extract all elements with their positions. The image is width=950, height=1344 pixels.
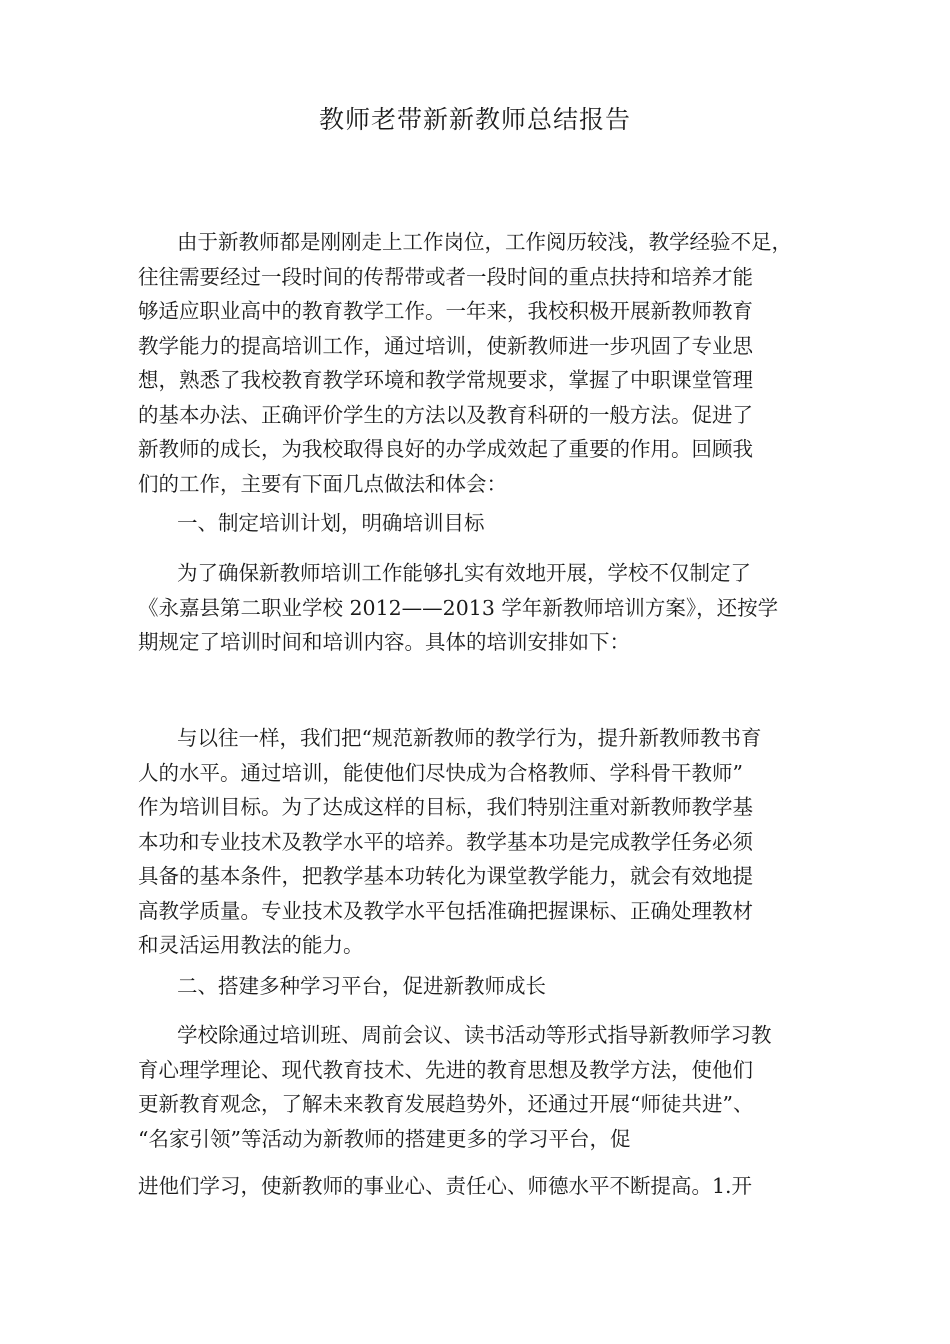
text-line: 与以往一样，我们把“规范新教师的教学行为，提升新教师教书育 <box>177 726 762 750</box>
paragraph-training-plan <box>138 556 778 660</box>
text-line: 由于新教师都是刚刚走上工作岗位，工作阅历较浅，教学经验不足， <box>177 230 792 254</box>
section-heading: 一、制定培训计划，明确培训目标 <box>177 511 485 535</box>
text-line: 人的水平。通过培训，能使他们尽快成为合格教师、学科骨干教师” <box>138 760 743 785</box>
text-line: 进他们学习，使新教师的事业心、责任心、师德水平不断提高。1.开 <box>138 1174 753 1198</box>
text-line: 学校除通过培训班、周前会议、读书活动等形式指导新教师学习教 <box>177 1023 772 1047</box>
section-heading-2 <box>138 969 546 1004</box>
text-line: 们的工作，主要有下面几点做法和体会： <box>138 471 507 496</box>
text-line: 本功和专业技术及教学水平的培养。教学基本功是完成教学任务必须 <box>138 829 753 854</box>
section-heading-1 <box>138 506 485 541</box>
text-line: 期规定了培训时间和培训内容。具体的培训安排如下： <box>138 630 630 654</box>
paragraph-training-goal <box>138 721 761 963</box>
text-line: 育心理学理论、现代教育技术、先进的教育思想及教学方法，使他们 <box>138 1057 753 1082</box>
paragraph-intro <box>138 225 792 501</box>
text-line: 往往需要经过一段时间的传帮带或者一段时间的重点扶持和培养才能 <box>138 264 753 289</box>
paragraph-continuation <box>138 1169 752 1204</box>
text-line: 新教师的成长，为我校取得良好的办学成效起了重要的作用。回顾我 <box>138 437 753 461</box>
text-line: 《永嘉县第二职业学校 2012——2013 学年新教师培训方案》，还按学 <box>138 595 779 620</box>
text-line: 作为培训目标。为了达成这样的目标，我们特别注重对新教师教学基 <box>138 795 753 819</box>
text-line: 更新教育观念，了解未来教育发展趋势外，还通过开展“师徒共进”、 <box>138 1092 754 1116</box>
page-title: 教师老带新新教师总结报告 <box>318 105 631 134</box>
section-heading: 二、搭建多种学习平台，促进新教师成长 <box>177 974 546 998</box>
text-line: 的基本办法、正确评价学生的方法以及教育科研的一般方法。促进了 <box>138 402 753 427</box>
paragraph-learning-platform <box>138 1018 772 1156</box>
text-line: “名家引领”等活动为新教师的搭建更多的学习平台，促 <box>138 1126 631 1151</box>
text-line: 够适应职业高中的教育教学工作。一年来，我校积极开展新教师教育 <box>138 299 753 323</box>
text-line: 高教学质量。专业技术及教学水平包括准确把握课标、正确处理教材 <box>138 898 753 923</box>
text-line: 和灵活运用教法的能力。 <box>138 933 364 957</box>
text-line: 教学能力的提高培训工作，通过培训，使新教师进一步巩固了专业思 <box>138 333 753 358</box>
text-line: 具备的基本条件，把教学基本功转化为课堂教学能力，就会有效地提 <box>138 864 753 888</box>
text-line: 为了确保新教师培训工作能够扎实有效地开展，学校不仅制定了 <box>177 561 751 585</box>
text-line: 想，熟悉了我校教育教学环境和教学常规要求，掌握了中职课堂管理 <box>138 368 753 392</box>
